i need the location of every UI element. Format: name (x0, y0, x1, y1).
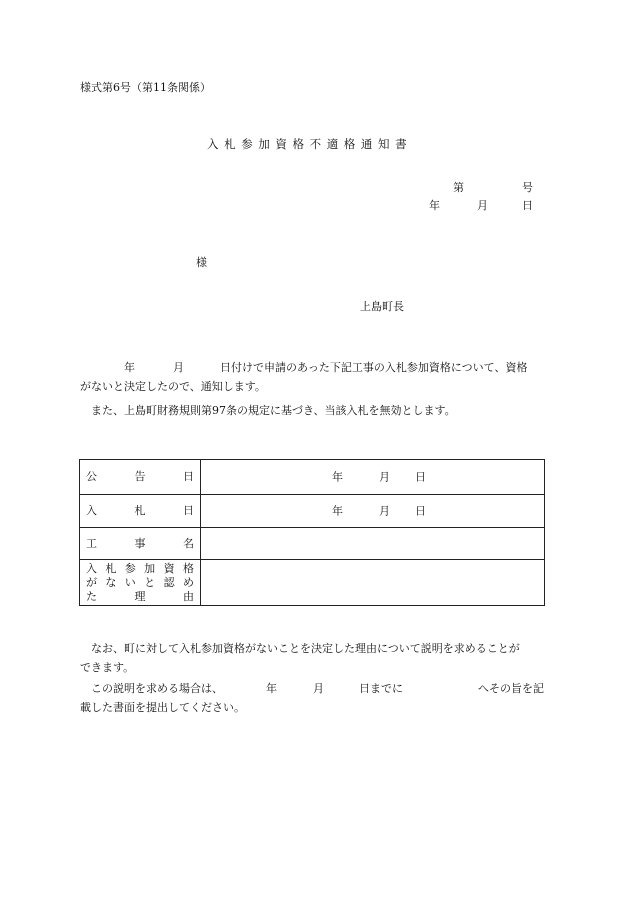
label-char: 認 (163, 575, 175, 589)
footer-month: 月 (313, 682, 324, 695)
announcement-date-value (201, 460, 545, 495)
label-char: が (86, 575, 97, 589)
body-line1: 日付けで申請のあった下記工事の入札参加資格について、資格 (220, 361, 528, 374)
label-char: 日 (183, 504, 194, 517)
label-disqualification-reason (80, 560, 201, 606)
label-char: 加 (144, 561, 156, 575)
disqualification-reason-value (201, 560, 545, 606)
label-char: 事 (134, 536, 146, 550)
date-month: 月 (379, 504, 390, 518)
label-char: た (86, 589, 97, 603)
bid-date-value (201, 495, 545, 528)
label-bid-date (80, 495, 201, 528)
label-project-name (80, 528, 201, 560)
body-year: 年 (124, 361, 135, 374)
label-char: 工 (86, 536, 97, 550)
label-char: 名 (183, 536, 194, 550)
label-char: 公 (86, 470, 97, 483)
footer-request-end: へその旨を記 (478, 682, 544, 695)
label-char: な (105, 575, 117, 589)
date-year: 年 (332, 504, 343, 518)
table-row (80, 495, 545, 528)
footer-request-start: この説明を求める場合は、 (91, 682, 223, 695)
document-title: 入札参加資格不適格通知書 (207, 137, 413, 151)
doc-date-day: 日 (522, 199, 533, 212)
recipient-honorific: 様 (196, 256, 207, 269)
label-char: と (144, 575, 156, 589)
body-month: 月 (173, 361, 184, 374)
form-number: 様式第6号（第11条関係） (80, 81, 211, 94)
doc-number-suffix: 号 (522, 181, 533, 194)
label-char: 入 (86, 504, 97, 517)
footer-line4: 載した書面を提出してください。 (80, 701, 245, 714)
sender: 上島町長 (360, 300, 404, 313)
label-announcement-date (80, 460, 201, 495)
info-table (79, 459, 545, 606)
doc-date-month: 月 (477, 199, 488, 212)
label-char: い (124, 575, 136, 589)
date-day: 日 (415, 470, 426, 484)
label-char: 日 (183, 470, 194, 483)
label-char: 参 (124, 561, 136, 575)
footer-day-until: 日までに (359, 682, 403, 695)
date-month: 月 (379, 470, 390, 484)
table-row (80, 528, 545, 560)
label-char: 格 (182, 561, 194, 575)
footer-line1: なお、町に対して入札参加資格がないことを決定した理由について説明を求めることが (91, 642, 520, 655)
label-char: 理 (134, 589, 146, 603)
doc-number-prefix: 第 (453, 181, 464, 194)
table-row (80, 560, 545, 606)
label-char: め (182, 575, 194, 589)
footer-line2: できます。 (80, 661, 135, 674)
label-char: 札 (105, 561, 117, 575)
project-name-value (201, 528, 545, 560)
date-year: 年 (332, 470, 343, 484)
label-char: 由 (183, 589, 194, 603)
label-char: 入 (86, 561, 97, 575)
label-char: 札 (134, 504, 146, 517)
body-paragraph-2: また、上島町財務規則第97条の規定に基づき、当該入札を無効とします。 (91, 404, 456, 417)
label-char: 資 (163, 561, 175, 575)
footer-year: 年 (266, 682, 277, 695)
date-day: 日 (415, 504, 426, 518)
doc-date-year: 年 (429, 199, 440, 212)
body-line2: がないと決定したので、通知します。 (80, 380, 266, 393)
label-char: 告 (134, 470, 146, 483)
table-row (80, 460, 545, 495)
